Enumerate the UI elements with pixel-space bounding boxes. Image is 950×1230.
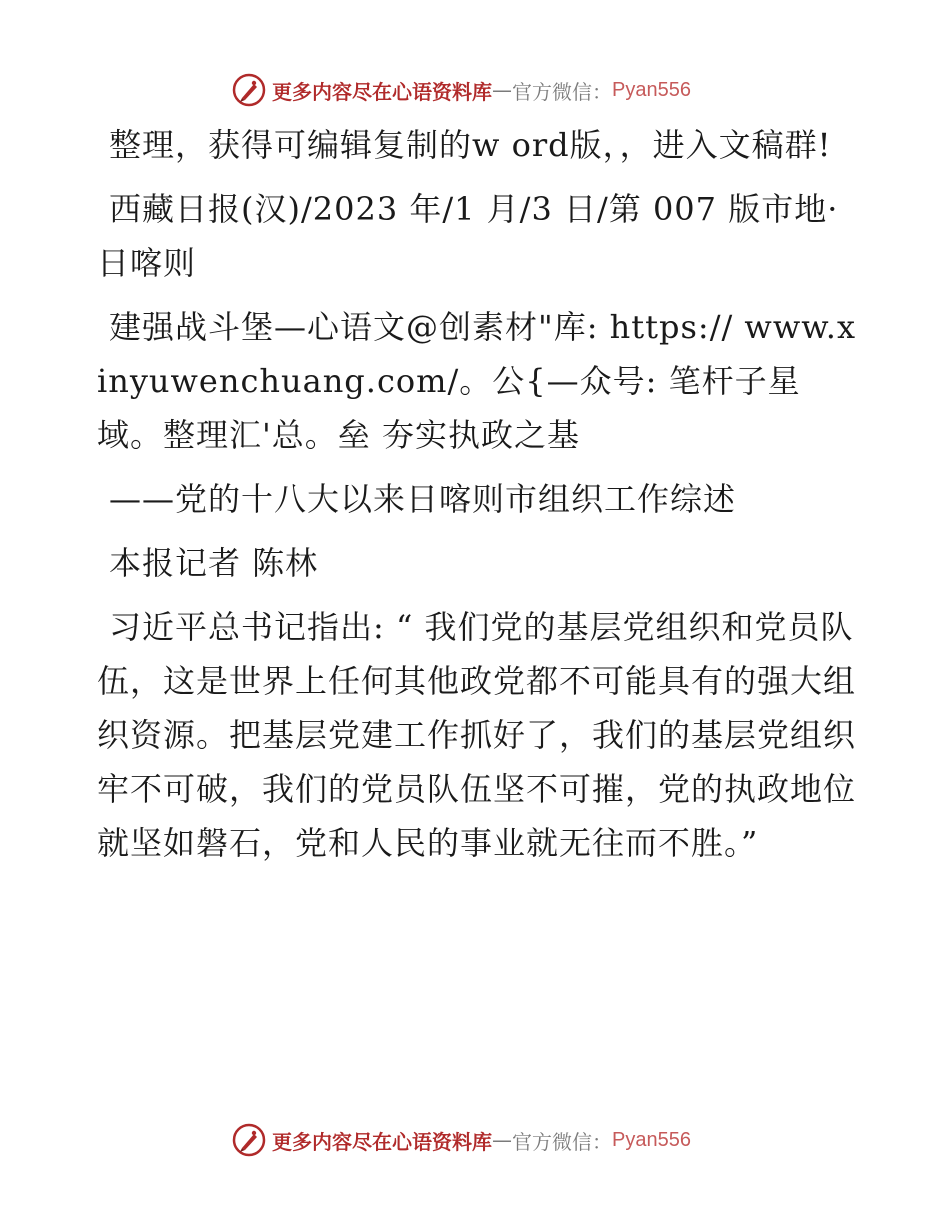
footer-banner bbox=[232, 1122, 691, 1158]
document-body bbox=[97, 118, 857, 880]
pen-nib-logo-icon bbox=[232, 1123, 266, 1157]
footer-dash: — bbox=[492, 1128, 512, 1152]
paragraph-title-line: 建强战斗堡—心语文@创素材"库: https:// www.xinyuwenchuang.com/。公{—众号: 笔杆子星域。整理汇'总。垒 夯实执政之基 bbox=[97, 308, 857, 454]
header-banner bbox=[232, 72, 691, 108]
pen-nib-logo-icon bbox=[232, 73, 266, 107]
paragraph-subtitle: ——党的十八大以来日喀则市组织工作综述 bbox=[109, 480, 737, 518]
header-official-label: 官方微信： bbox=[512, 79, 612, 104]
paragraph-quote: 习近平总书记指出: “ 我们党的基层党组织和党员队伍，这是世界上任何其他政党都不可能具有的强大组织资源。把基层党建工作抓好了，我们的基层党组织牢不可破，我们的党员队伍坚不可摧，党的执政地位就坚如磐石，党和人民的事业就无往而不胜。” bbox=[97, 608, 857, 862]
header-brand-text: 更多内容尽在心语资料库 bbox=[272, 79, 492, 104]
paragraph-word-version-note: 整理，获得可编辑复制的w ord版，，进入文稿群! bbox=[109, 126, 832, 164]
footer-official-label: 官方微信： bbox=[512, 1129, 612, 1154]
paragraph-byline: 本报记者 陈林 bbox=[109, 544, 319, 582]
paragraph-source-line: 西藏日报(汉)/2023 年/1 月/3 日/第 007 版市地· 日喀则 bbox=[97, 190, 839, 282]
header-wechat-id: Pyan556 bbox=[612, 78, 691, 101]
header-dash: — bbox=[492, 78, 512, 102]
footer-wechat-id: Pyan556 bbox=[612, 1128, 691, 1151]
footer-brand-text: 更多内容尽在心语资料库 bbox=[272, 1129, 492, 1154]
